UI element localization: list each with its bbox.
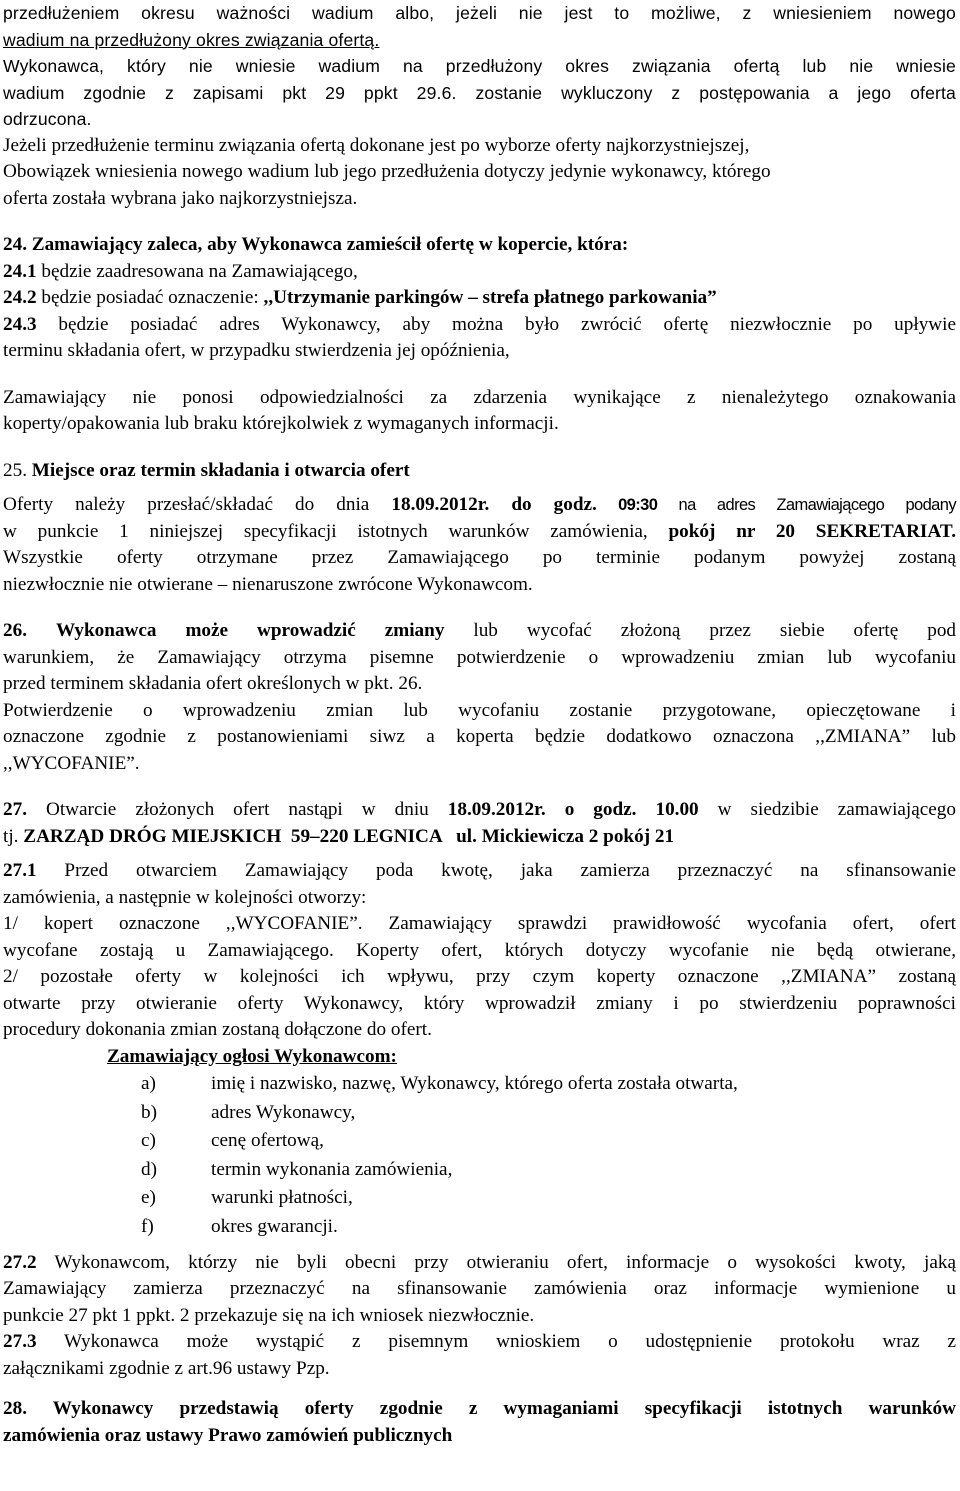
list-item: c) cenę ofertową,	[141, 1130, 324, 1152]
text-line: 27. Otwarcie złożonych ofert nastąpi w dniu 18.09.2012r. o godz. 10.00 w siedzibie zamawiającego	[3, 799, 956, 820]
text-line: Zamawiający nie ponosi odpowiedzialności za zdarzenia wynikające z nienależytego oznakowania	[3, 386, 956, 408]
text-line: niezwłocznie nie otwierane – nienaruszone zwrócone Wykonawcom.	[3, 573, 533, 595]
text-line: tj. ZARZĄD DRÓG MIEJSKICH 59–220 LEGNICA ul. Mickiewicza 2 pokój 21	[3, 825, 675, 847]
list-item: d) termin wykonania zamówienia,	[141, 1158, 453, 1180]
text-line: wadium na przedłużony okres związania ofertą.	[3, 29, 380, 50]
text-line: Wykonawca, który nie wniesie wadium na przedłużony okres związania ofertą lub nie wniesie	[3, 56, 956, 76]
text-line: Wszystkie oferty otrzymane przez Zamawiającego po terminie podanym powyżej zostaną	[3, 547, 956, 568]
text-line: procedury dokonania zmian zostaną dołączone do ofert.	[3, 1019, 432, 1040]
text-line: przedłużeniem okresu ważności wadium albo, jeżeli nie jest to możliwe, z wniesieniem nowego	[3, 3, 956, 23]
text-line: 2/ pozostałe oferty w kolejności ich wpływu, przy czym koperty oznaczone ,,ZMIANA” zostaną	[3, 966, 956, 987]
text-line: koperty/opakowania lub braku którejkolwiek z wymaganych informacji.	[3, 413, 559, 434]
list-item: b) adres Wykonawcy,	[141, 1101, 356, 1123]
section-26	[3, 618, 956, 777]
text-line: zamówienia, a następnie w kolejności otworzy:	[3, 886, 367, 908]
text-line: Obowiązek wniesienia nowego wadium lub jego przedłużenia dotyczy jedynie wykonawcy, którego	[3, 161, 771, 182]
text-line: punkcie 27 pkt 1 ppkt. 2 przekazuje się na ich wniosek niezwłocznie.	[3, 1304, 535, 1326]
text-line: Potwierdzenie o wprowadzeniu zmian lub wycofaniu zostanie przygotowane, opieczętowane i	[3, 699, 956, 721]
section-28	[3, 1396, 956, 1449]
text-line: otwarte przy otwieranie oferty Wykonawcy, który wprowadził zmiany i po stwierdzeniu poprawności	[3, 992, 956, 1014]
text-line: wadium zgodnie z zapisami pkt 29 ppkt 29.6. zostanie wykluczony z postępowania a jego oferta	[3, 82, 956, 103]
text-line: wycofane zostają u Zamawiającego. Koperty ofert, których dotyczy wycofanie nie będą otwierane,	[3, 939, 956, 961]
text-line: odrzucona.	[3, 109, 92, 129]
text-line: Oferty należy przesłać/składać do dnia 18.09.2012r. do godz. 09:30 na adres Zamawiającego podany	[3, 494, 956, 515]
section-27	[3, 797, 956, 1382]
announce-list	[3, 1070, 956, 1242]
text-line: 1/ kopert oznaczone ,,WYCOFANIE”. Zamawiający sprawdzi prawidłowość wycofania ofert, ofert	[3, 913, 956, 934]
list-item: 24.2 będzie posiadać oznaczenie: ,,Utrzymanie parkingów – strefa płatnego parkowania”	[3, 287, 717, 308]
list-item: f) okres gwarancji.	[141, 1215, 338, 1237]
list-item: 24.1 będzie zaadresowana na Zamawiającego,	[3, 260, 358, 282]
extension-after-selection-paragraph	[3, 133, 956, 213]
section-25	[3, 458, 956, 599]
text-line: 27.3 Wykonawca może wystąpić z pisemnym wnioskiem o udostępnienie protokołu wraz z	[3, 1331, 956, 1353]
text-line: załącznikami zgodnie z art.96 ustawy Pzp.	[3, 1357, 330, 1379]
list-item: e) warunki płatności,	[141, 1187, 353, 1209]
text-line: przed terminem składania ofert określonych w pkt. 26.	[3, 673, 423, 694]
wadium-extension-paragraph	[3, 0, 956, 133]
text-line: 27.2 Wykonawcom, którzy nie byli obecni przy otwieraniu ofert, informacje o wysokości kwoty, jaką	[3, 1251, 956, 1273]
text-line: 27.1 Przed otwarciem Zamawiający poda kwotę, jaka zamierza przeznaczyć na sfinansowanie	[3, 860, 956, 881]
text-line: ,,WYCOFANIE”.	[3, 752, 140, 774]
text-line: Zamawiający zamierza przeznaczyć na sfinansowanie zamówienia oraz informacje wymienione u	[3, 1278, 956, 1300]
text-line: oznaczone zgodnie z postanowieniami siwz a koperta będzie dodatkowo oznaczona ,,ZMIANA” lub	[3, 726, 956, 747]
text-line: 26. Wykonawca może wprowadzić zmiany lub wycofać złożoną przez siebie ofertę pod	[3, 620, 957, 641]
section-heading: 25. Miejsce oraz termin składania i otwarcia ofert	[3, 459, 410, 481]
text-line: w punkcie 1 niniejszej specyfikacji istotnych warunków zamówienia, pokój nr 20 SEKRETARIAT.	[3, 520, 956, 542]
section-heading: 24. Zamawiający zaleca, aby Wykonawca zamieścił ofertę w kopercie, która:	[3, 234, 629, 255]
text-line: terminu składania ofert, w przypadku stwierdzenia jej opóźnienia,	[3, 340, 510, 361]
text-line: 28. Wykonawcy przedstawią oferty zgodnie z wymaganiami specyfikacji istotnych warunków	[3, 1398, 956, 1420]
text-line: oferta została wybrana jako najkorzystniejsza.	[3, 187, 358, 209]
text-line: warunkiem, że Zamawiający otrzyma pisemne potwierdzenie o wprowadzeniu zmian lub wycofaniu	[3, 646, 956, 668]
section-24	[3, 232, 956, 438]
announce-heading: Zamawiający ogłosi Wykonawcom:	[107, 1045, 397, 1067]
text-line: zamówienia oraz ustawy Prawo zamówień publicznych	[3, 1424, 453, 1446]
list-item: a) imię i nazwisko, nazwę, Wykonawcy, którego oferta została otwarta,	[141, 1073, 738, 1094]
list-item: 24.3 będzie posiadać adres Wykonawcy, aby można było zwrócić ofertę niezwłocznie po upływie	[3, 313, 956, 335]
text-line: Jeżeli przedłużenie terminu związania ofertą dokonane jest po wyborze oferty najkorzystniejszej,	[3, 134, 750, 156]
